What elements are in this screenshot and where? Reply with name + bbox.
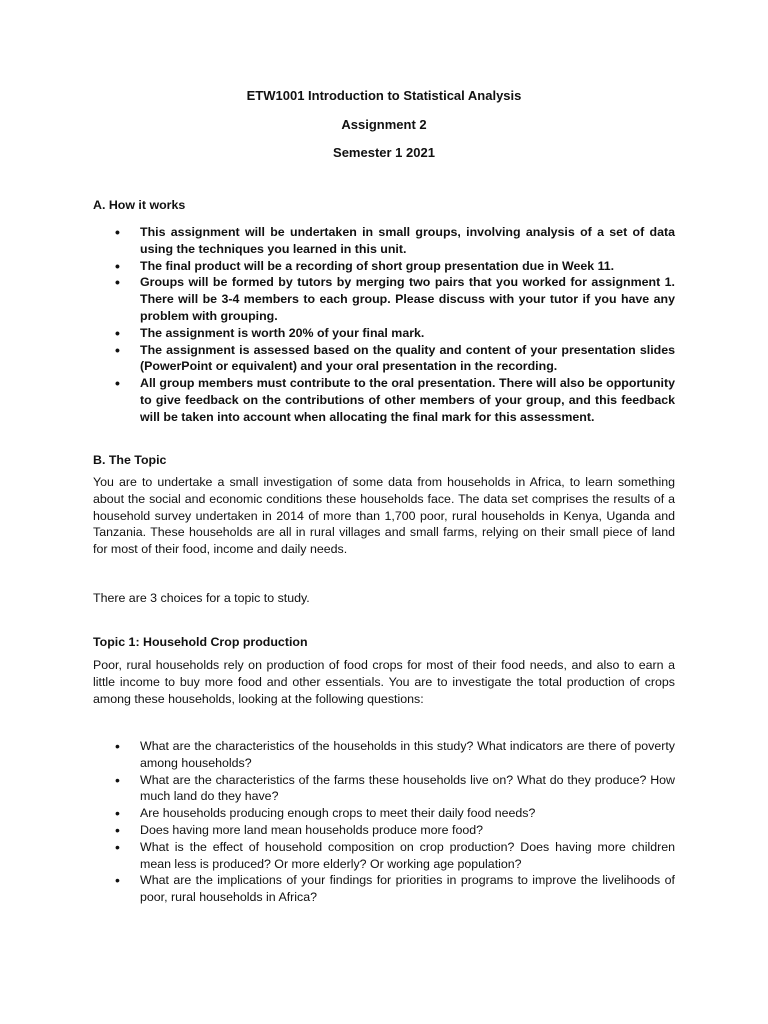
list-item: • The assignment is assessed based on the quality and content of your presentation slides (PowerPoint or equivalent) and your oral presentation in the recording. (93, 342, 675, 376)
section-a-list (93, 224, 675, 426)
list-item: • The assignment is worth 20% of your final mark. (93, 325, 675, 342)
list-item: • The final product will be a recording of short group presentation due in Week 11. (93, 258, 675, 275)
topic1-paragraph: Poor, rural households rely on production of food crops for most of their food needs, and also to earn a little income to buy more food and other essentials. You are to investigate the total production of crops among these households, looking at the following questions: (93, 658, 675, 706)
list-item: • What are the characteristics of the households in this study? What indicators are there of poverty among households? (93, 738, 675, 772)
section-a-heading: A. How it works (93, 198, 186, 212)
list-item: • This assignment will be undertaken in small groups, involving analysis of a set of data using the techniques you learned in this unit. (93, 224, 675, 258)
semester-title: Semester 1 2021 (333, 145, 435, 160)
assignment-title: Assignment 2 (341, 117, 427, 132)
section-b-paragraph: You are to undertake a small investigation of some data from households in Africa, to learn something about the social and economic conditions these households face. The data set comprises the results of a household survey undertaken in 2014 of more than 1,700 poor, rural households in Kenya, Uganda and Tanzania. These households are all in rural villages and small farms, relying on their small piece of land for most of their food, income and daily needs. (93, 475, 675, 557)
section-b-heading: B. The Topic (93, 453, 167, 467)
list-item: • All group members must contribute to the oral presentation. There will also be opportunity to give feedback on the contributions of other members of your group, and this feedback will be taken into account when allocating the final mark for this assessment. (93, 375, 675, 425)
list-item: • Are households producing enough crops to meet their daily food needs? (93, 805, 675, 822)
list-item: • Does having more land mean households produce more food? (93, 822, 675, 839)
list-item: • What are the implications of your findings for priorities in programs to improve the livelihoods of poor, rural households in Africa? (93, 872, 675, 906)
topic1-list (93, 738, 675, 906)
topic-choices-text: There are 3 choices for a topic to study. (93, 591, 310, 605)
list-item: • What are the characteristics of the farms these households live on? What do they produce? How much land do they have? (93, 772, 675, 806)
topic1-heading: Topic 1: Household Crop production (93, 635, 308, 649)
list-item: • Groups will be formed by tutors by merging two pairs that you worked for assignment 1. There will be 3-4 members to each group. Please discuss with your tutor if you have any problem with grouping. (93, 274, 675, 324)
list-item: • What is the effect of household composition on crop production? Does having more children mean less is produced? Or more elderly? Or working age population? (93, 839, 675, 873)
course-title: ETW1001 Introduction to Statistical Analysis (246, 88, 522, 103)
